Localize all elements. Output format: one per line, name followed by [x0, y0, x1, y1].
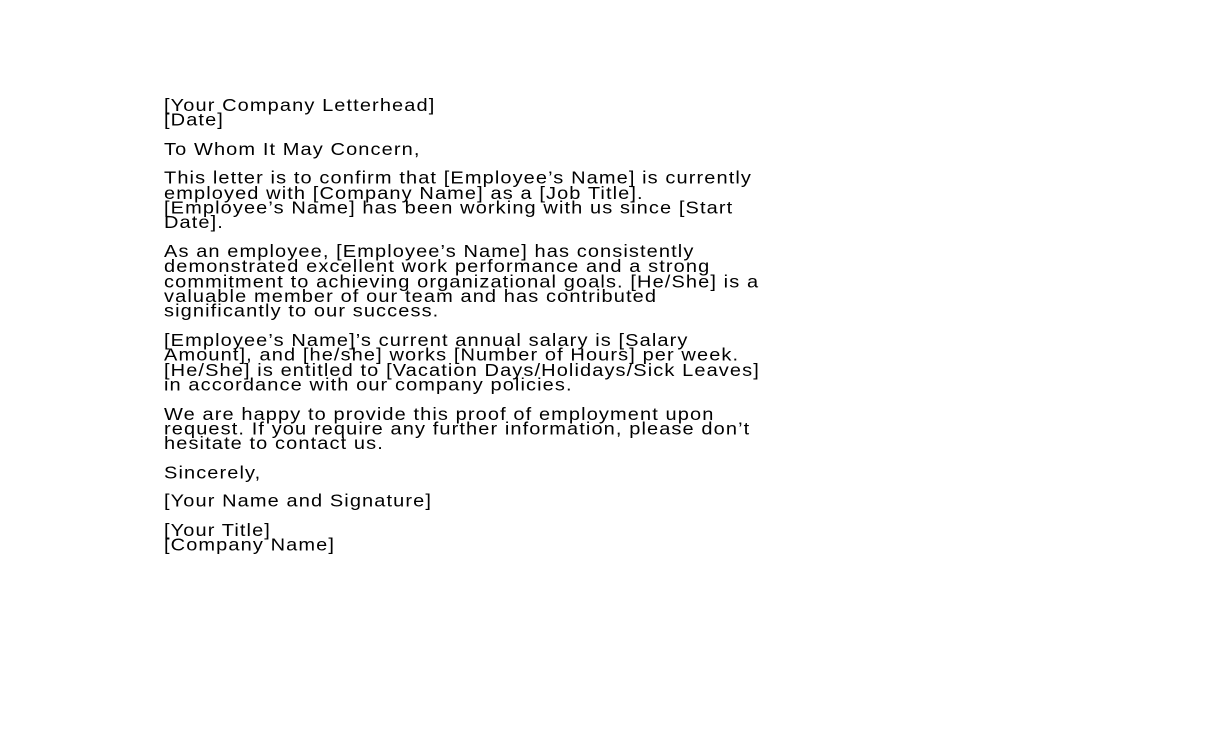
sender-company: [Company Name]: [164, 535, 336, 555]
paragraph-line: demonstrated excellent work performance and a strong: [164, 257, 711, 277]
letter-date: [Date]: [164, 111, 224, 131]
letter-body: [164, 96, 1164, 555]
signature-text: [Your Name and Signature]: [164, 492, 433, 512]
paragraph-line: [Employee’s Name] has been working with us since [Start: [164, 198, 734, 218]
paragraph-line: We are happy to provide this proof of employment upon: [164, 404, 715, 424]
paragraph-contact: [164, 404, 1164, 454]
letter-header: [164, 96, 1164, 131]
paragraph-line: This letter is to confirm that [Employee’s Name] is currently: [164, 168, 753, 188]
paragraph-line: employed with [Company Name] as a [Job Title].: [164, 183, 644, 203]
paragraph-confirmation: [164, 168, 1164, 233]
closing-text: Sincerely,: [164, 463, 262, 483]
company-letterhead: [Your Company Letterhead]: [164, 96, 436, 116]
paragraph-line: Date].: [164, 213, 224, 233]
paragraph-line: valuable member of our team and has contributed: [164, 287, 658, 307]
paragraph-line: request. If you require any further information, please don’t: [164, 419, 751, 439]
signature: [164, 492, 1164, 512]
paragraph-salary: [164, 331, 1164, 395]
paragraph-line: Amount], and [he/she] works [Number of Hours] per week.: [164, 346, 740, 365]
paragraph-line: As an employee, [Employee’s Name] has consistently: [164, 242, 695, 262]
paragraph-line: hesitate to contact us.: [164, 434, 384, 454]
paragraph-line: significantly to our success.: [164, 302, 440, 322]
letter-footer: [164, 520, 1164, 555]
paragraph-line: [He/She] is entitled to [Vacation Days/Holidays/Sick Leaves]: [164, 361, 760, 380]
salutation-text: To Whom It May Concern,: [164, 140, 421, 160]
sender-title: [Your Title]: [164, 520, 271, 540]
paragraph-line: in accordance with our company policies.: [164, 376, 573, 395]
salutation: [164, 140, 1164, 160]
paragraph-line: [Employee’s Name]’s current annual salary is [Salary: [164, 331, 689, 351]
closing: [164, 463, 1164, 483]
paragraph-line: commitment to achieving organizational goals. [He/She] is a: [164, 272, 760, 292]
paragraph-performance: [164, 242, 1164, 322]
